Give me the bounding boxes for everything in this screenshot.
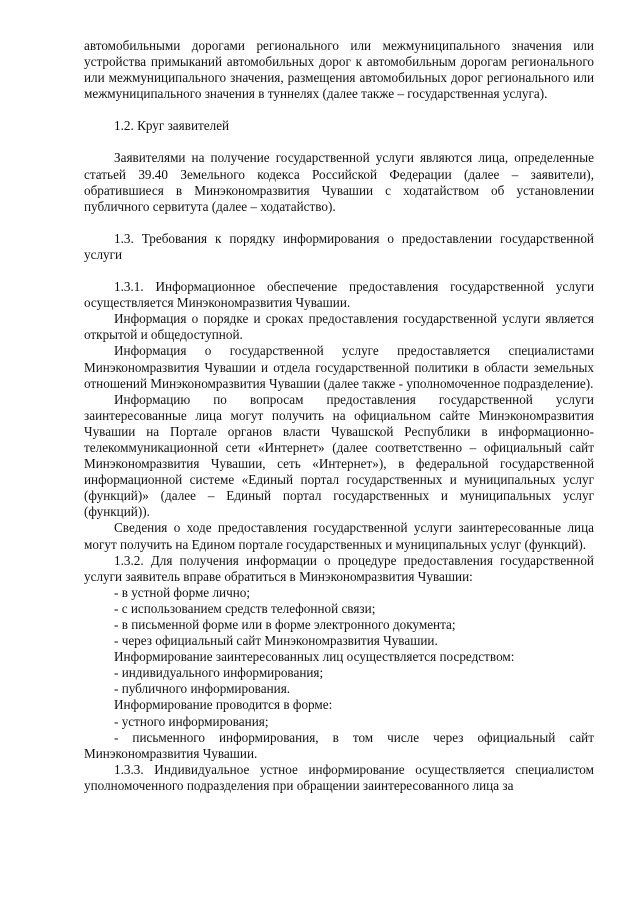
list-item-public: - публичного информирования. (114, 681, 291, 697)
list-item-in-person: - в устной форме лично; (114, 584, 251, 600)
section-heading-informing-requirements: 1.3. Требования к порядку информирования о предоставлении государственной услуги (84, 230, 594, 262)
list-item-telephone: - с использованием средств телефонной связи; (114, 600, 376, 616)
paragraph-informing-means: Информирование заинтересованных лиц осуществляется посредством: (114, 649, 515, 665)
paragraph-info-provision: 1.3.1. Информационное обеспечение предоставления государственной услуги осуществляется Минэкономразвития Чувашии. (84, 279, 594, 311)
list-item-written: - в письменной форме или в форме электронного документа; (114, 617, 456, 632)
list-item-written-informing: - письменного информирования, в том числе через официальный сайт Минэкономразвития Чувашии. (84, 729, 594, 761)
document-body (84, 38, 594, 794)
paragraph-informing-forms: Информирование проводится в форме: (114, 697, 333, 713)
list-item-individual: - индивидуального информирования; (114, 665, 324, 681)
paragraph-progress-info: Сведения о ходе предоставления государственной услуги заинтересованные лица могут получить на Едином портале государственных и муниципальных услуг (функций). (84, 520, 594, 552)
paragraph-info-specialists: Информация о государственной услуге предоставляется специалистами Минэкономразвития Чувашии и отдела государственной политики в области земельных отношений Минэкономразвития Чувашии (далее также - уполномоченное подразделение). (84, 343, 594, 391)
paragraph-applicants: Заявителями на получение государственной услуги являются лица, определенные статьей 39.40 Земельного кодекса Российской Федерации (далее – заявители), обратившиеся в Минэкономразвития Чувашии с ходатайством об установлении публичного сервитута (далее – ходатайство). (84, 150, 594, 214)
paragraph-info-open: Информация о порядке и сроках предоставления государственной услуги является открытой и общедоступной. (84, 311, 594, 343)
list-item-website: - через официальный сайт Минэкономразвития Чувашии. (114, 633, 438, 649)
paragraph-individual-oral: 1.3.3. Индивидуальное устное информирование осуществляется специалистом уполномоченного подразделения при обращении заинтересованного лица за (84, 761, 594, 793)
section-heading-applicants: 1.2. Круг заявителей (114, 118, 230, 134)
paragraph-info-online: Информацию по вопросам предоставления государственной услуги заинтересованные лица могут получить на официальном сайте Минэкономразвития Чувашии на Портале органов власти Чувашской Республики в информационно-телекоммуникационной сети «Интернет» (далее соответственно – официальный сайт Минэкономразвития Чувашии, сеть «Интернет»), в федеральной государственной информационной системе «Единый портал государственных и муниципальных услуг (функций)» (далее – Единый портал государственных и муниципальных услуг (функций)). (84, 391, 594, 520)
paragraph-service-definition-continued: автомобильными дорогами регионального или межмуниципального значения или устройства примыканий автомобильных дорог к автомобильным дорогам регионального или межмуниципального значения, размещения автомобильных дорог регионального или межмуниципального значения в туннелях (далее также – государственная услуга). (84, 38, 594, 102)
list-item-oral: - устного информирования; (114, 713, 269, 729)
paragraph-how-to-apply: 1.3.2. Для получения информации о процедуре предоставления государственной услуги заявитель вправе обратиться в Минэкономразвития Чувашии: (84, 552, 594, 584)
